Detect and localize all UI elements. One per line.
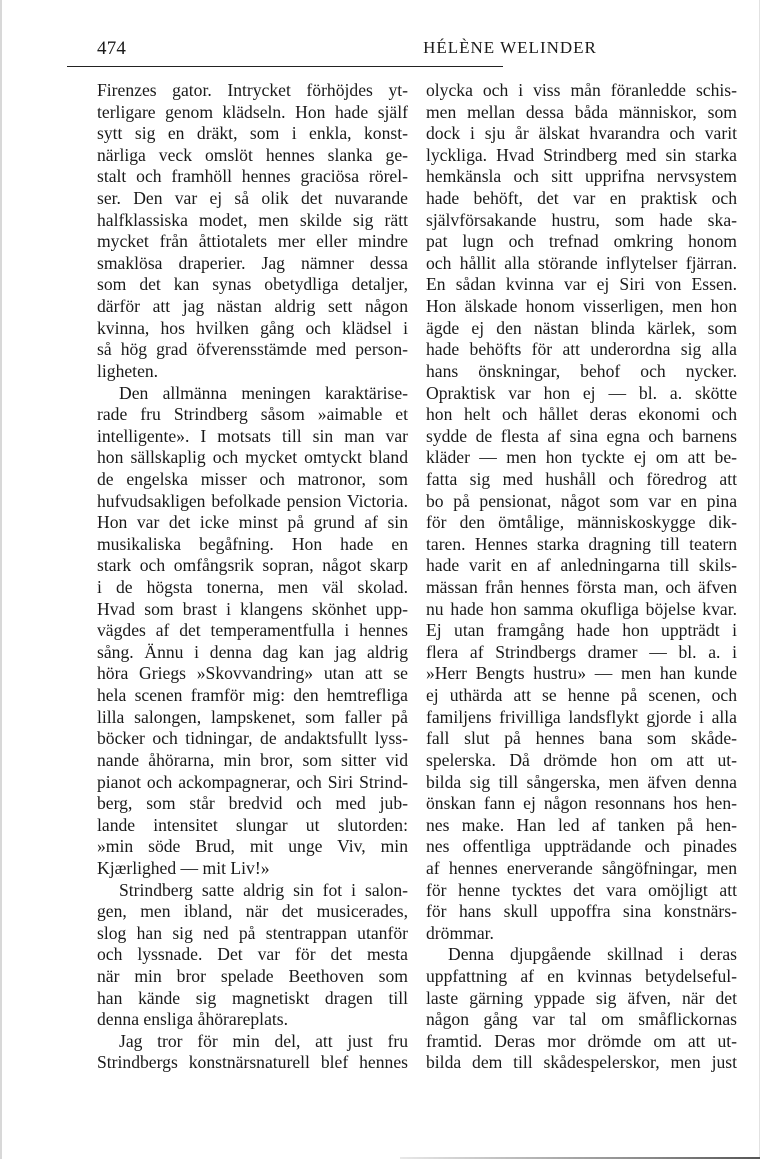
text-line: stalt och framhöll hennes graciösa rörel- [97, 166, 408, 187]
text-line: gen, men ibland, när det musicerades, [97, 901, 408, 922]
text-line: hufvudsakligen befolkade pension Victoria. [97, 490, 408, 511]
text-line: nande åhörarna, min bror, som sitter vid [97, 749, 408, 770]
text-line: fatta sig med hushåll och föredrog att [426, 468, 737, 489]
header-rule [67, 66, 503, 67]
text-line: pat lugn och trefnad omkring honom [426, 231, 737, 252]
text-line: lilla salongen, lampskenet, som faller på [97, 706, 408, 727]
text-line: lande intensitet slungar ut slutorden: [97, 814, 408, 835]
running-head [97, 38, 597, 68]
text-line: och lyssnade. Det var för det mesta [97, 944, 408, 965]
text-line: Opraktisk var hon ej — bl. a. skötte [426, 382, 737, 403]
text-line: taren. Hennes starka dragning till teatern [426, 533, 737, 554]
right-column [426, 80, 737, 1074]
text-line: mycket från åttiotalets mer eller mindre [97, 231, 408, 252]
text-line: Hon älskade honom visserligen, men hon [426, 296, 737, 317]
text-line: lyckliga. Hvad Strindberg med sin starka [426, 144, 737, 165]
text-line: Strindberg satte aldrig sin fot i salon- [119, 879, 408, 900]
text-line: hon helt och hållet deras ekonomi och [426, 404, 737, 425]
text-line: Kjærlighed — mit Liv!» [97, 857, 270, 878]
text-line: framtid. Deras mor drömde om att ut- [426, 1030, 737, 1051]
text-line: så hög grad öfverensstämde med person- [97, 339, 408, 360]
text-line: sång. Ännu i denna dag kan jag aldrig [97, 641, 408, 662]
text-line: drömmar. [426, 922, 494, 943]
text-line: bo på pensionat, något som var en pina [426, 490, 737, 511]
text-line: nes offentliga uppträdande och pinades [426, 836, 737, 857]
text-line: sytt sig en dräkt, som i enkla, konst- [97, 123, 408, 144]
text-line: slog han sig ned på stentrappan utanför [97, 922, 408, 943]
text-line: Strindbergs konstnärsnaturell blef hennes [97, 1052, 408, 1073]
text-line: som det kan synas obetydliga detaljer, [97, 274, 408, 295]
text-line: familjens frivilliga landsflykt gjorde i alla [426, 706, 737, 727]
text-line: men mellan dessa båda människor, som [426, 101, 737, 122]
text-line: En sådan kvinna var ej Siri von Essen. [426, 274, 737, 295]
text-line: hela scenen framför mig: den hemtrefliga [97, 685, 408, 706]
text-line: halfklassiska modet, men skilde sig rätt [97, 209, 408, 230]
text-line: denna ensliga åhörareplats. [97, 1009, 289, 1030]
text-line: Hon var det icke minst på grund af sin [97, 512, 408, 533]
text-line: hade varit en af anledningarna till skils- [426, 555, 737, 576]
text-line: när min bror spelade Beethoven som [97, 965, 408, 986]
text-line: i de högsta tonerna, men väl skolad. [97, 577, 408, 598]
text-line: Jag tror för min del, att just fru [119, 1030, 408, 1051]
scan-edge-left [0, 0, 2, 1159]
text-line: »min söde Brud, mit unge Viv, min [97, 836, 408, 857]
text-line: bilda sig till sångerska, men äfven denna [426, 771, 737, 792]
text-line: nu hade hon samma okufliga böjelse kvar. [426, 598, 737, 619]
page-number: 474 [97, 38, 127, 59]
text-line: berg, som står bredvid och med jub- [97, 793, 408, 814]
text-line: smaklösa draperier. Jag nämner dessa [97, 252, 408, 273]
text-line: och hållit alla störande inflytelser fjärran. [426, 252, 737, 273]
text-line: hon sällskaplig och mycket omtyckt bland [97, 447, 408, 468]
text-line: därför att jag nästan aldrig sett någon [97, 296, 408, 317]
text-line: ej uthärda att se henne på scenen, och [426, 685, 737, 706]
text-line: flera af Strindbergs dramer — bl. a. i [426, 641, 737, 662]
left-column [97, 80, 408, 1074]
text-line: någon gång var tal om småflickornas [426, 1009, 737, 1030]
text-line: »Herr Bengts hustru» — men han kunde [426, 663, 737, 684]
text-line: mässan från hennes första man, och äfven [426, 577, 737, 598]
text-line: terligare genom klädseln. Hon hade själf [97, 101, 408, 122]
text-line: laste gärning yppade sig äfven, när det [426, 987, 737, 1008]
running-title: HÉLÈNE WELINDER [423, 38, 597, 57]
text-line: intelligente». I motsats till sin man var [97, 425, 408, 446]
text-line: fall slut på hennes bana som skåde- [426, 728, 737, 749]
text-line: självförsakande hustru, som hade ska- [426, 209, 737, 230]
text-line: böcker och tidningar, de andaktsfullt lyss- [97, 728, 408, 749]
text-line: närliga veck omslöt hennes slanka ge- [97, 144, 408, 165]
text-line: rade fru Strindberg såsom »aimable et [97, 404, 408, 425]
text-line: ser. Den var ej så olik det nuvarande [97, 188, 408, 209]
text-line: för den ömtålige, människoskygge dik- [426, 512, 737, 533]
text-line: för henne tycktes det vara omöjligt att [426, 879, 737, 900]
text-line: dock i sju år älskat hvarandra och varit [426, 123, 737, 144]
text-line: han kände sig magnetiskt dragen till [97, 987, 408, 1008]
text-line: af hennes enerverande sångöfningar, men [426, 857, 737, 878]
text-line: höra Griegs »Skovvandring» utan att se [97, 663, 408, 684]
text-line: vägdes af det temperamentfulla i hennes [97, 620, 408, 641]
text-line: ligheten. [97, 360, 159, 381]
text-line: spelerska. Då drömde hon om att ut- [426, 749, 737, 770]
text-line: hans önskningar, behof och nycker. [426, 360, 737, 381]
text-line: Ej utan framgång hade hon uppträdt i [426, 620, 737, 641]
text-line: hade behöfts för att underordna sig alla [426, 339, 737, 360]
text-line: Hvad som brast i klangens skönhet upp- [97, 598, 408, 619]
text-line: kläder — men hon tyckte ej om att be- [426, 447, 737, 468]
text-line: musikaliska begåfning. Hon hade en [97, 533, 408, 554]
text-line: bilda dem till skådespelerskor, men just [426, 1052, 737, 1073]
text-line: hemkänsla och sitt upprifna nervsystem [426, 166, 737, 187]
text-line: Denna djupgående skillnad i deras [448, 944, 737, 965]
text-line: de engelska misser och matronor, som [97, 468, 408, 489]
text-line: stark och omfångsrik sopran, något skarp [97, 555, 408, 576]
text-line: Den allmänna meningen karaktärise- [119, 382, 408, 403]
text-line: uppfattning af en kvinnas betydelseful- [426, 965, 737, 986]
text-line: hade behöft, det var en praktisk och [426, 188, 737, 209]
text-line: ägde ej den nästan blinda kärlek, som [426, 317, 737, 338]
text-line: Firenzes gator. Intrycket förhöjdes yt- [97, 80, 408, 100]
text-line: sydde de flesta af sina egna och barnens [426, 425, 737, 446]
text-line: önskan fann ej någon resonnans hos hen- [426, 793, 737, 814]
text-line: nes make. Han led af tanken på hen- [426, 814, 737, 835]
text-line: olycka och i viss mån föranledde schis- [426, 80, 737, 100]
text-line: kvinna, hos hvilken gång och klädsel i [97, 317, 408, 338]
text-line: pianot och ackompagnerar, och Siri Strind- [97, 771, 408, 792]
text-line: för hans skull uppoffra sina konstnärs- [426, 901, 737, 922]
